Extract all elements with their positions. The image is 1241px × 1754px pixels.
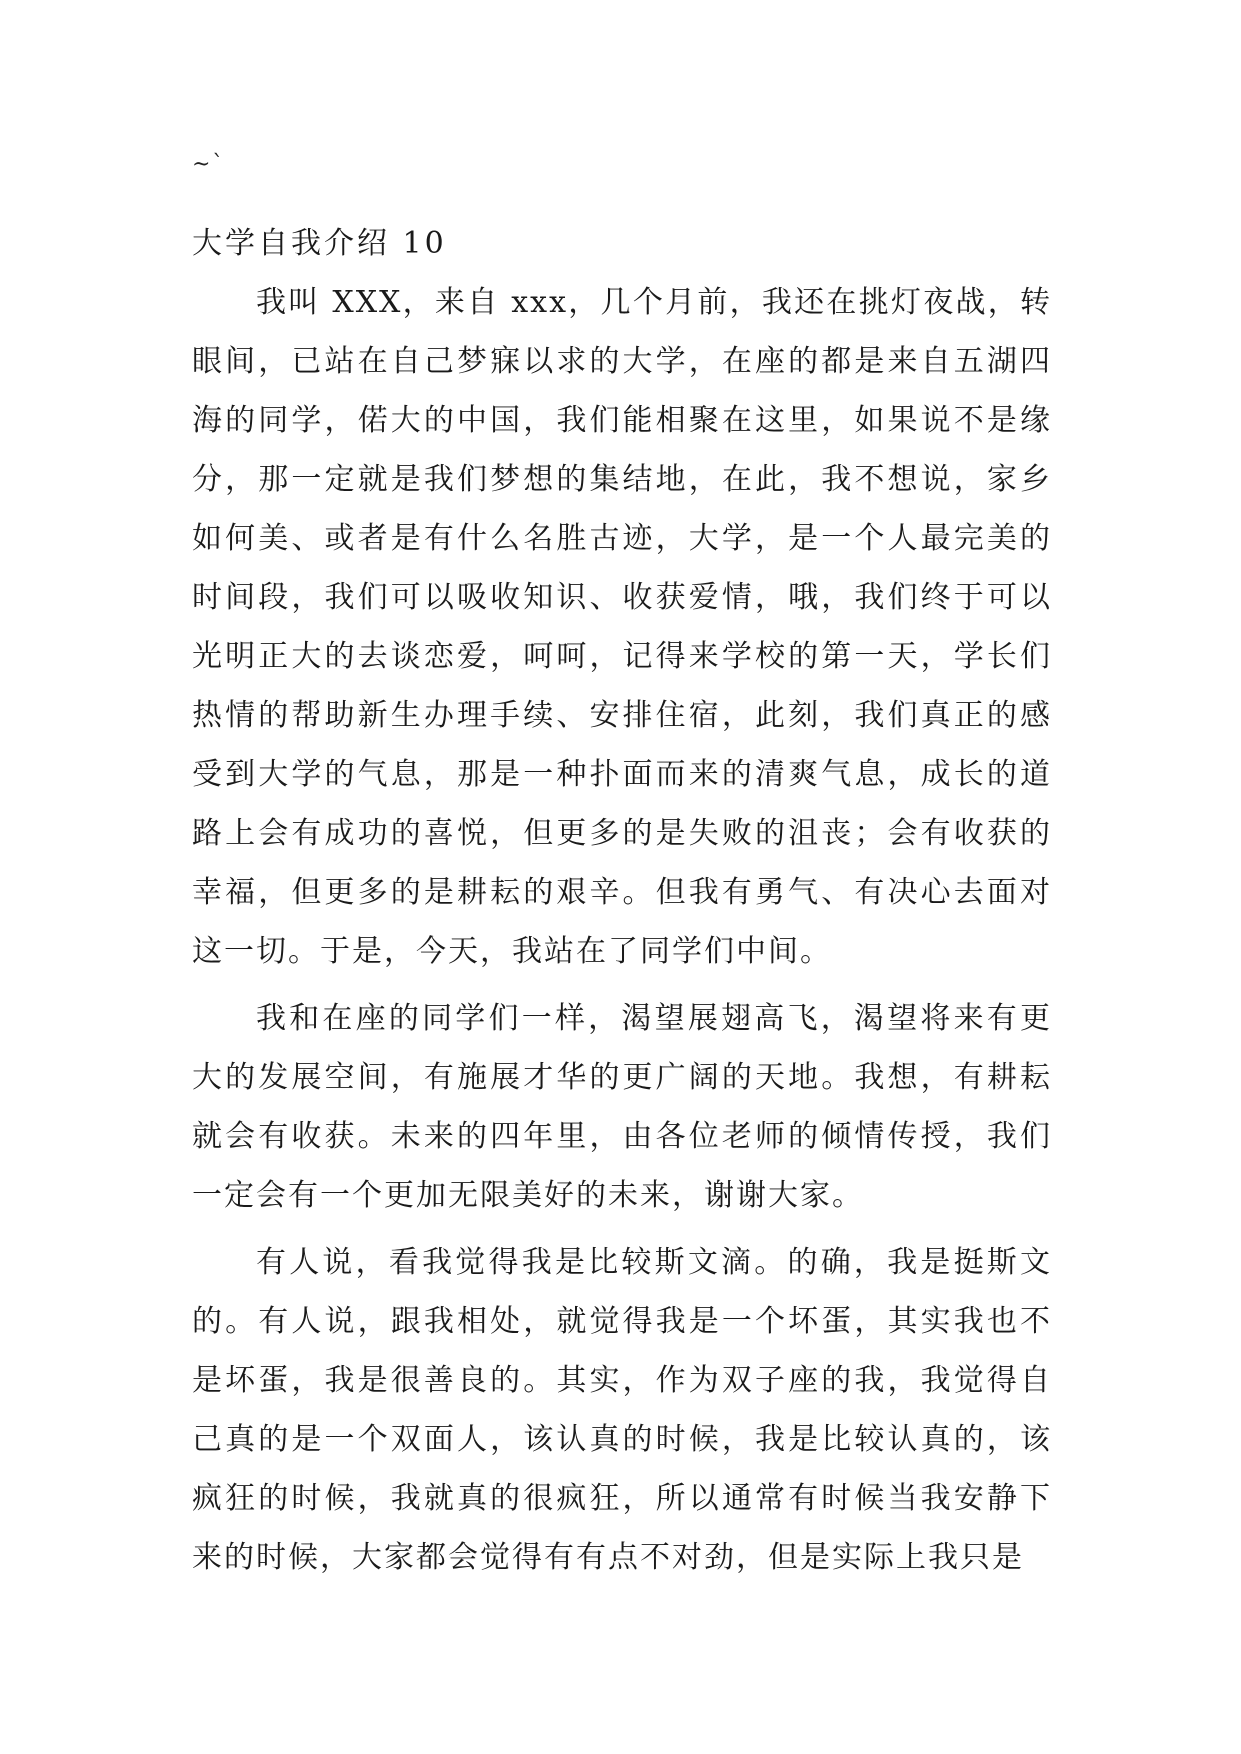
paragraph: 我叫 XXX，来自 xxx，几个月前，我还在挑灯夜战，转眼间，已站在自己梦寐以求的大学，在座的都是来自五湖四海的同学，偌大的中国，我们能相聚在这里，如果说不是缘分，那一定就是我们梦想的集结地，在此，我不想说，家乡如何美、或者是有什么名胜古迹，大学，是一个人最完美的时间段，我们可以吸收知识、收获爱情，哦，我们终于可以光明正大的去谈恋爱，呵呵，记得来学校的第一天，学长们热情的帮助新生办理手续、安排住宿，此刻，我们真正的感受到大学的气息，那是一种扑面而来的清爽气息，成长的道路上会有成功的喜悦，但更多的是失败的沮丧；会有收获的幸福，但更多的是耕耘的艰辛。但我有勇气、有决心去面对这一切。于是，今天，我站在了同学们中间。: [192, 285, 1052, 969]
paragraph: 有人说，看我觉得我是比较斯文滴。的确，我是挺斯文的。有人说，跟我相处，就觉得我是一个坏蛋，其实我也不是坏蛋，我是很善良的。其实，作为双子座的我，我觉得自己真的是一个双面人，该认真的时候，我是比较认真的，该疯狂的时候，我就真的很疯狂，所以通常有时候当我安静下来的时候，大家都会觉得有有点不对劲，但是实际上我只是: [192, 1245, 1052, 1575]
paragraph: 我和在座的同学们一样，渴望展翅高飞，渴望将来有更大的发展空间，有施展才华的更广阔的天地。我想，有耕耘就会有收获。未来的四年里，由各位老师的倾情传授，我们一定会有一个更加无限美好的未来，谢谢大家。: [192, 1001, 1052, 1213]
header-mark: ~`: [192, 152, 226, 177]
document-body: [192, 273, 1052, 1595]
document-title: 大学自我介绍 10: [192, 226, 447, 261]
